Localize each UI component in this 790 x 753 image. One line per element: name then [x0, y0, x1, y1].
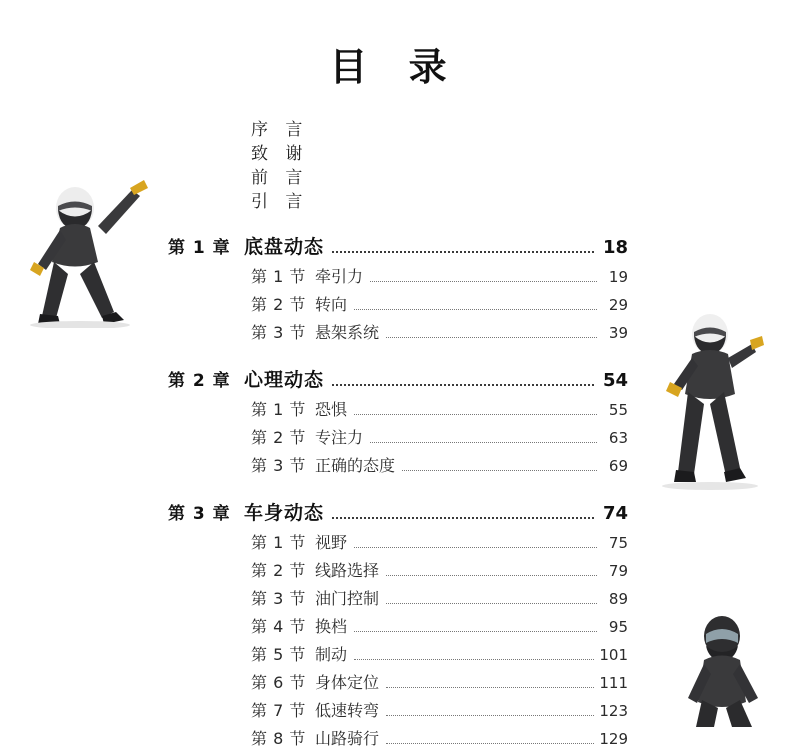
section-page-number: 29	[608, 296, 628, 314]
section-label: 第 1 节	[251, 400, 306, 419]
leader-dots	[354, 630, 597, 632]
leader-dots	[332, 250, 594, 253]
section-label: 第 7 节	[251, 701, 306, 720]
section-entry[interactable]	[168, 557, 628, 585]
section-title: 制动	[315, 645, 348, 664]
front-matter-item[interactable]: 前 言	[251, 168, 309, 188]
chapter-label: 第 3 章	[168, 504, 231, 524]
rider-arm-raised-photo	[20, 168, 160, 328]
section-label: 第 4 节	[251, 617, 306, 636]
section-title: 身体定位	[315, 673, 380, 692]
front-matter-item[interactable]: 致 谢	[251, 144, 309, 164]
leader-dots	[370, 441, 597, 443]
rider-pointing-photo	[648, 300, 768, 490]
page-title: 目 录	[329, 44, 461, 89]
section-page-number: 79	[608, 562, 628, 580]
section-entry[interactable]	[168, 669, 628, 697]
section-entry[interactable]	[168, 725, 628, 753]
section-entry[interactable]	[168, 424, 628, 452]
section-label: 第 1 节	[251, 533, 306, 552]
chapter-page-number: 74	[602, 503, 628, 524]
section-label: 第 3 节	[251, 589, 306, 608]
chapter-label: 第 2 章	[168, 371, 231, 391]
section-title: 转向	[315, 295, 348, 314]
section-title: 低速转弯	[315, 701, 380, 720]
section-page-number: 111	[599, 674, 628, 692]
leader-dots	[386, 714, 594, 716]
section-entry[interactable]	[168, 585, 628, 613]
leader-dots	[386, 686, 594, 688]
leader-dots	[386, 574, 597, 576]
leader-dots	[332, 383, 594, 386]
leader-dots	[370, 280, 597, 282]
section-title: 专注力	[315, 428, 364, 447]
section-page-number: 101	[599, 646, 628, 664]
section-title: 线路选择	[315, 561, 380, 580]
chapter-entry[interactable]	[168, 498, 628, 525]
leader-dots	[386, 602, 597, 604]
section-title: 油门控制	[315, 589, 380, 608]
section-title: 牵引力	[315, 267, 364, 286]
section-entry[interactable]	[168, 396, 628, 424]
table-of-contents	[168, 118, 628, 753]
chapter-label: 第 1 章	[168, 238, 231, 258]
leader-dots	[332, 516, 594, 519]
section-page-number: 129	[599, 730, 628, 748]
chapter-title: 底盘动态	[244, 236, 325, 258]
section-label: 第 5 节	[251, 645, 306, 664]
section-page-number: 75	[608, 534, 628, 552]
chapter-title: 心理动态	[244, 369, 325, 391]
section-page-number: 39	[608, 324, 628, 342]
front-matter-item[interactable]: 引 言	[251, 192, 309, 212]
chapter-entry[interactable]	[168, 232, 628, 259]
front-matter-list	[168, 118, 628, 214]
section-entry[interactable]	[168, 641, 628, 669]
section-label: 第 2 节	[251, 295, 306, 314]
front-matter-item[interactable]: 序 言	[251, 120, 309, 140]
chapter-page-number: 54	[602, 370, 628, 391]
section-title: 悬架系统	[315, 323, 380, 342]
leader-dots	[386, 742, 594, 744]
section-entry[interactable]	[168, 291, 628, 319]
section-page-number: 95	[608, 618, 628, 636]
leader-dots	[354, 308, 597, 310]
leader-dots	[354, 658, 594, 660]
rider-standing-photo	[670, 612, 780, 727]
section-title: 视野	[315, 533, 348, 552]
leader-dots	[402, 469, 597, 471]
chapter-page-number: 18	[602, 237, 628, 258]
section-page-number: 69	[608, 457, 628, 475]
section-label: 第 3 节	[251, 456, 306, 475]
section-title: 山路骑行	[315, 729, 380, 748]
section-page-number: 63	[608, 429, 628, 447]
leader-dots	[386, 336, 597, 338]
section-entry[interactable]	[168, 529, 628, 557]
section-label: 第 8 节	[251, 729, 306, 748]
section-entry[interactable]	[168, 263, 628, 291]
section-label: 第 3 节	[251, 323, 306, 342]
section-label: 第 6 节	[251, 673, 306, 692]
section-page-number: 123	[599, 702, 628, 720]
chapter-title: 车身动态	[244, 502, 325, 524]
leader-dots	[354, 413, 597, 415]
section-page-number: 19	[608, 268, 628, 286]
section-title: 正确的态度	[315, 456, 396, 475]
section-entry[interactable]	[168, 697, 628, 725]
section-title: 恐惧	[315, 400, 348, 419]
section-entry[interactable]	[168, 452, 628, 480]
section-entry[interactable]	[168, 319, 628, 347]
section-title: 换档	[315, 617, 348, 636]
section-entry[interactable]	[168, 613, 628, 641]
section-label: 第 2 节	[251, 561, 306, 580]
leader-dots	[354, 546, 597, 548]
section-page-number: 55	[608, 401, 628, 419]
section-label: 第 1 节	[251, 267, 306, 286]
section-page-number: 89	[608, 590, 628, 608]
section-label: 第 2 节	[251, 428, 306, 447]
chapter-entry[interactable]	[168, 365, 628, 392]
